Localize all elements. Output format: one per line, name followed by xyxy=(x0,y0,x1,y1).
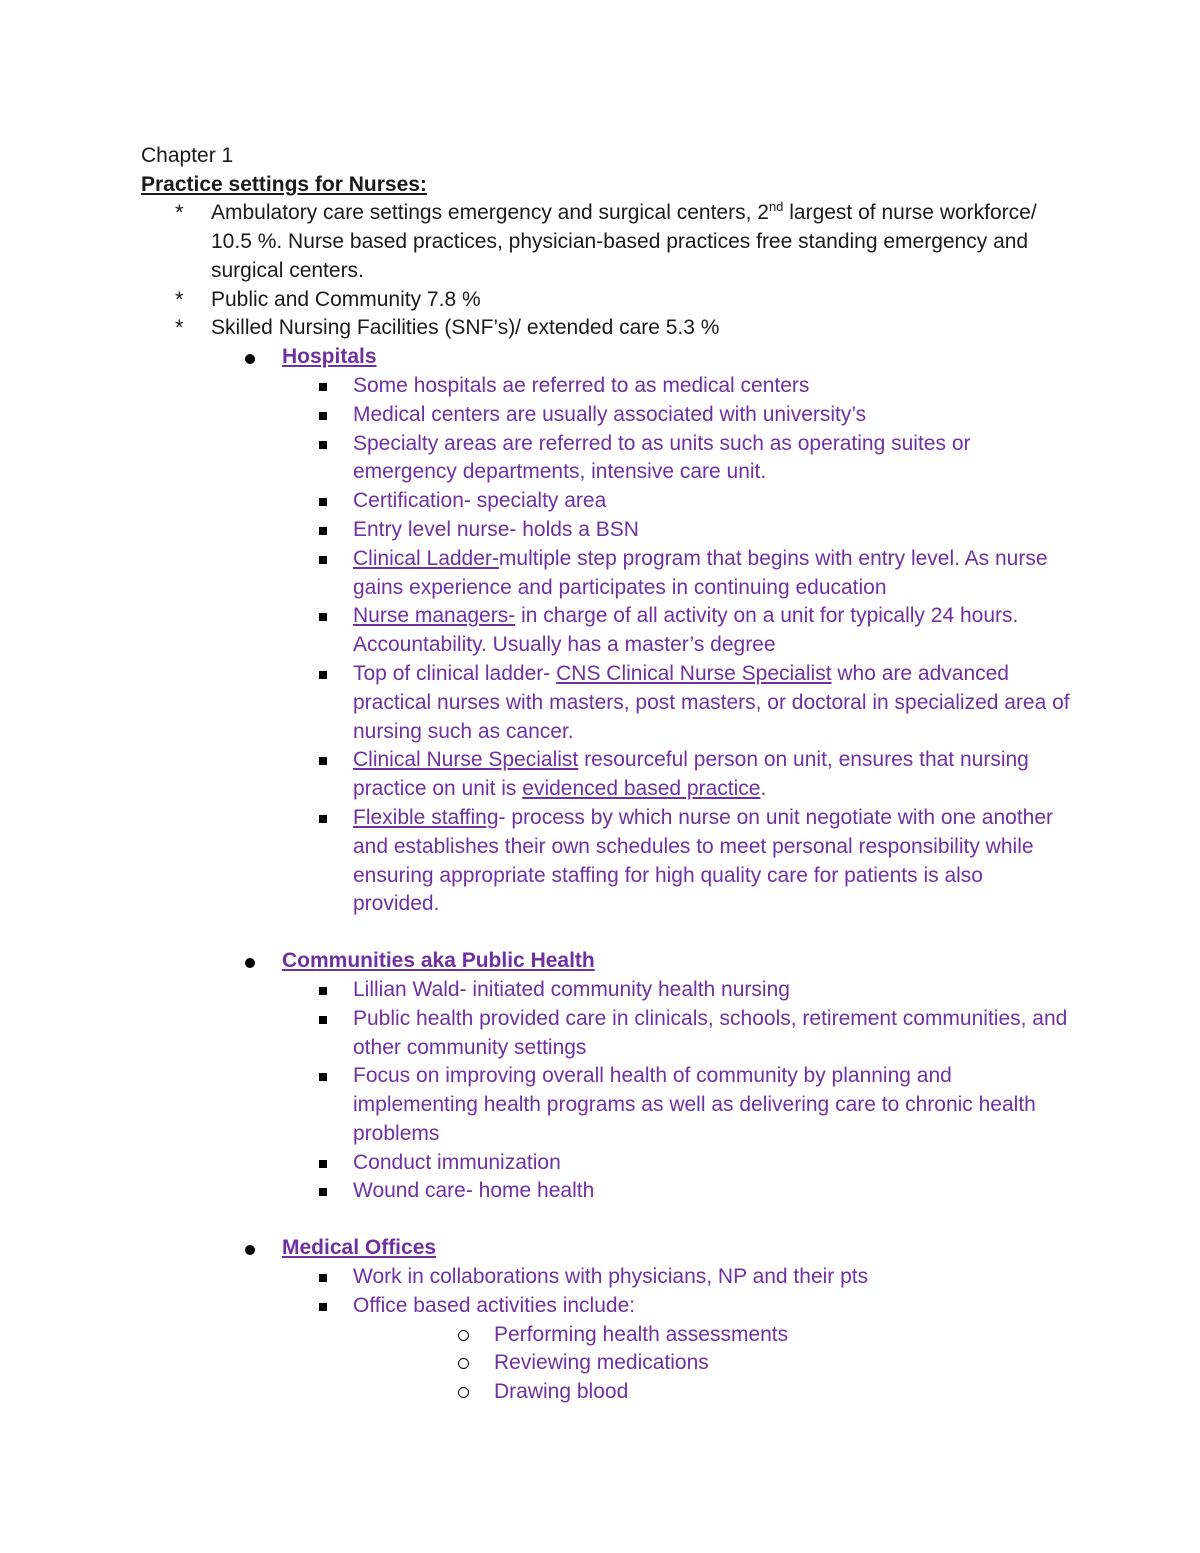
list-item: Work in collaborations with physicians, NP and their pts xyxy=(141,1263,1071,1292)
square-bullet-icon xyxy=(319,383,327,391)
list-item: Some hospitals ae referred to as medical centers xyxy=(141,372,1071,401)
list-item: Specialty areas are referred to as units such as operating suites or emergency departments, intensive care unit. xyxy=(141,430,1071,488)
square-bullet-icon xyxy=(319,613,327,621)
list-item: Clinical Ladder-multiple step program that begins with entry level. As nurse gains experience and participates in continuing education xyxy=(141,545,1071,603)
list-item: * Ambulatory care settings emergency and surgical centers, 2nd largest of nurse workforce/ 10.5 %. Nurse based practices, physician-based practices free standing emergency and surgical centers. xyxy=(175,199,1037,282)
list-item: Drawing blood xyxy=(141,1378,1071,1407)
list-item: * Public and Community 7.8 % xyxy=(141,286,1071,315)
list-item: Performing health assessments xyxy=(141,1321,1071,1350)
list-item: Focus on improving overall health of community by planning and implementing health programs as well as delivering care to chronic health problems xyxy=(141,1062,1071,1148)
list-item: Clinical Nurse Specialist resourceful person on unit, ensures that nursing practice on unit is evidenced based practice. xyxy=(141,746,1071,804)
disc-bullet-icon xyxy=(245,958,255,968)
list-item: Lillian Wald- initiated community health nursing xyxy=(141,976,1071,1005)
list-item: Reviewing medications xyxy=(141,1349,1071,1378)
list-item: Entry level nurse- holds a BSN xyxy=(141,516,1071,545)
list-item: Office based activities include: xyxy=(141,1292,1071,1321)
list-item: Medical centers are usually associated with university’s xyxy=(141,401,1071,430)
term-cns: CNS Clinical Nurse Specialist xyxy=(556,661,832,685)
square-bullet-icon xyxy=(319,412,327,420)
term-nurse-managers: Nurse managers- xyxy=(353,604,516,628)
square-bullet-icon xyxy=(319,1160,327,1168)
square-bullet-icon xyxy=(319,556,327,564)
square-bullet-icon xyxy=(319,1016,327,1024)
square-bullet-icon xyxy=(319,441,327,449)
list-item: * Skilled Nursing Facilities (SNF’s)/ extended care 5.3 % xyxy=(141,314,1071,343)
list-item: Certification- specialty area xyxy=(141,487,1071,516)
document-body xyxy=(141,142,1071,1407)
square-bullet-icon xyxy=(319,1073,327,1081)
subsection-hospitals xyxy=(141,343,1071,372)
asterisk-bullet-icon: * xyxy=(175,315,184,341)
disc-bullet-icon xyxy=(245,1245,255,1255)
list-item: Wound care- home health xyxy=(141,1177,1071,1206)
square-bullet-icon xyxy=(319,1274,327,1282)
subsection-heading: Communities aka Public Health xyxy=(282,949,595,973)
subsection-medical-offices xyxy=(141,1234,1071,1263)
term-clinical-nurse-specialist: Clinical Nurse Specialist xyxy=(353,748,579,772)
square-bullet-icon xyxy=(319,671,327,679)
term-clinical-ladder: Clinical Ladder- xyxy=(353,546,499,570)
square-bullet-icon xyxy=(319,1188,327,1196)
list-item: Nurse managers- in charge of all activity on a unit for typically 24 hours. Accountability. Usually has a master’s degree xyxy=(141,602,1071,660)
list-item: Conduct immunization xyxy=(141,1149,1071,1178)
chapter-title: Chapter 1 xyxy=(141,144,234,167)
square-bullet-icon xyxy=(319,987,327,995)
square-bullet-icon xyxy=(319,498,327,506)
asterisk-bullet-icon: * xyxy=(175,200,184,226)
term-flexible-staffing: Flexible staffing xyxy=(353,805,499,829)
subsection-heading: Hospitals xyxy=(282,345,377,369)
square-bullet-icon xyxy=(319,815,327,823)
list-item: Public health provided care in clinicals, schools, retirement communities, and other community settings xyxy=(141,1005,1071,1063)
square-bullet-icon xyxy=(319,757,327,765)
list-item: Top of clinical ladder- CNS Clinical Nurse Specialist who are advanced practical nurses with masters, post masters, or doctoral in specialized area of nursing such as cancer. xyxy=(141,660,1071,746)
top-list xyxy=(141,199,1071,1407)
square-bullet-icon xyxy=(319,1303,327,1311)
list-item: Flexible staffing- process by which nurse on unit negotiate with one another and establishes their own schedules to meet personal responsibility while ensuring appropriate staffing for high quality care for patients is also provided. xyxy=(141,804,1071,919)
circle-bullet-icon xyxy=(458,1387,469,1398)
term-evidence-based-practice: evidenced based practice xyxy=(522,777,761,801)
circle-bullet-icon xyxy=(458,1330,469,1341)
disc-bullet-icon xyxy=(245,354,255,364)
subsection-heading: Medical Offices xyxy=(282,1236,437,1260)
circle-bullet-icon xyxy=(458,1358,469,1369)
subsection-communities xyxy=(141,947,1071,976)
asterisk-bullet-icon: * xyxy=(175,286,184,312)
square-bullet-icon xyxy=(319,527,327,535)
section-heading: Practice settings for Nurses: xyxy=(141,172,427,196)
